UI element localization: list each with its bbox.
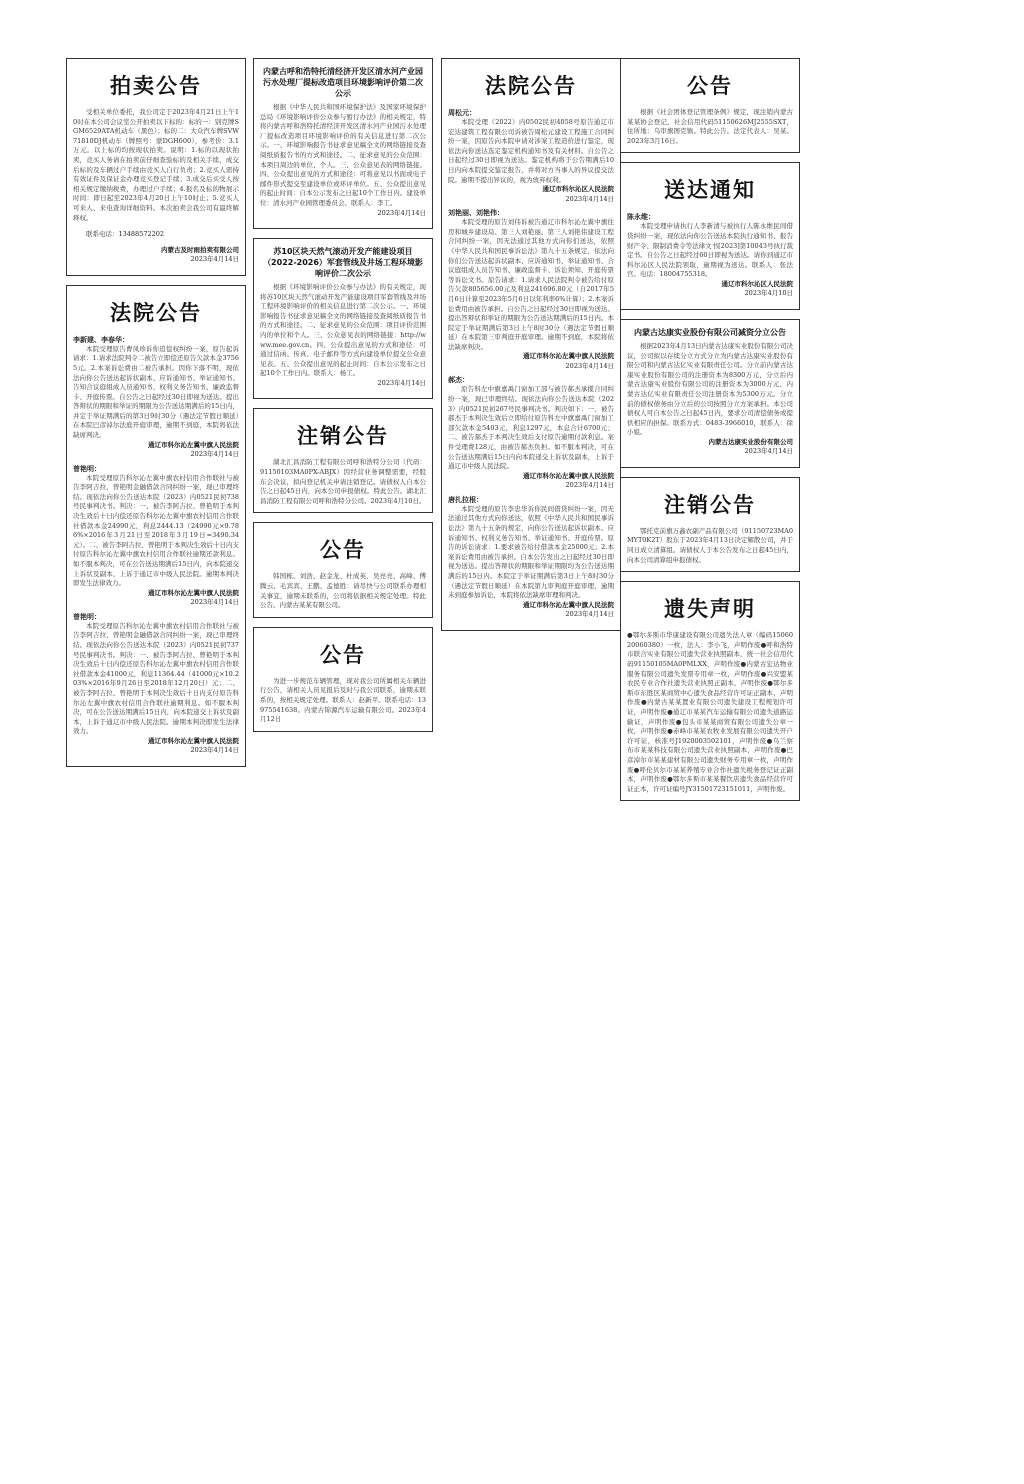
reduction-date: 2023年4月14日 <box>744 447 793 456</box>
notice-addressee: 刘艳丽、刘艳伟： <box>448 209 504 218</box>
notice-addressee: 唐扎拉根： <box>448 495 483 504</box>
general-notice <box>253 522 433 617</box>
auction-title: 拍卖公告 <box>110 74 202 98</box>
eia-notice-2 <box>253 238 433 399</box>
notice-body: 本院受理原告科尔沁左翼中旗农村信用合作联社与被告李阿吉拉、曾艳明金融借款合同纠纷一案，现已审理终结。现依法向你公告送达本院（2023）内0521民初737号民事判决书。判决：一、被告李阿吉拉、曾艳明于本判决生效后十日内偿还原告科尔沁左翼中旗农村信用合作联社借款本金41000元，利息11364.44（41000元×10.203%×2016年9月26日至2018年12月20日）元；二、被告李阿吉拉、曾艳明于本判决生效后十日内支付原告科尔沁左翼中旗农村信用合作联社逾期利息。如不服本判决，可在公告送达期满后15日内，向本院递交上诉状及副本，上诉于通辽市中级人民法院。逾期本判决即发生法律效力。 <box>73 621 239 736</box>
court-notice-column-1 <box>66 285 246 767</box>
general-notice <box>620 58 800 153</box>
notice-addressee: 曾艳明： <box>73 612 101 621</box>
lost-title: 遗失声明 <box>664 597 756 622</box>
notice-signer: 通辽市科尔沁左翼中旗人民法院 <box>523 471 614 480</box>
capital-reduction-notice <box>620 319 800 468</box>
column-4 <box>620 58 800 810</box>
notice-signer: 通辽市科尔沁区人民法院 <box>542 185 614 194</box>
eia-title: 内蒙古呼和浩特托清经济开发区清水河产业园污水处理厂提标改造项目环境影响评价第二次公示 <box>263 67 423 98</box>
notice-date: 2023年4月14日 <box>565 610 614 619</box>
service-notice <box>620 162 800 310</box>
auction-contact: 联系电话：13488572202 <box>86 229 164 238</box>
notice-signer: 通辽市科尔沁左翼中旗人民法院 <box>148 588 239 597</box>
reduction-body: 根据2023年4月13日内蒙古达康实业股份有限公司决议，公司拟以存续分立方式分立为内蒙古达康实业股份有限公司和内蒙古达亿实业有限责任公司。分立前内蒙古达康实业股份有限公司的注册资本为8300万元，分立后内蒙古达康实业股份有限公司的注册资本为3000万元，内蒙古达亿实业有限责任公司注册资本为5300万元。分立前的债权债务由分立后的公司按照分立方案承担。本公司债权人可自本公告之日起45日内，要求公司清偿债务或提供相应的担保。联系方式：0483-3966010，联系人：徐小姐。 <box>627 341 793 437</box>
notice-addressee: 陈永维： <box>627 213 655 222</box>
notice-signer: 通辽市科尔沁左翼中旗人民法院 <box>523 600 614 609</box>
notice-addressee: 曾艳明： <box>73 464 101 473</box>
column-3 <box>441 58 621 640</box>
notice-body: 本院受理原告曹凤珍诉你追偿权纠纷一案，原告起诉请求：1.请求法院判令二被告立即偿还原告欠款本金37565元。2.本案诉讼费由二被告承担。因你下落不明，现依法向你公告送达起诉状副本、应诉通知书、举证通知书、告知合议庭组成人员通知书、权利义务告知书、廉政监督卡、开庭传票。自公告之日起经过30日即视为送达。提出答辩状的期限和举证的期限为公告送达期满后的15日内，并定于举证期满后的第3日9时30分（遇法定节假日顺延）在本院巴彦淖尔法庭开庭审理，逾期不到庭，本院将依法缺席判决。 <box>73 344 239 440</box>
court-title: 法院公告 <box>110 300 202 325</box>
reduction-signer: 内蒙古达康实业股份有限公司 <box>708 437 793 446</box>
cancellation-title: 注销公告 <box>664 492 756 517</box>
reduction-title: 内蒙古达康实业股份有限公司减资分立公告 <box>634 327 786 337</box>
general-notice-body: 根据《社会团体登记管理条例》规定，现注销内蒙古某某协会登记，社会信用代码51150626MJ2555SXT，住所地：乌审旗图克镇。特此公告。法定代表人：吴某。2023年3月16日。 <box>627 108 793 145</box>
court-notice-item <box>73 335 239 460</box>
eia-date: 2023年4月14日 <box>377 208 426 217</box>
general-notice-title: 公告 <box>320 538 366 563</box>
notice-body: 原告科左中旗嘉禹门窗加工部与被告郝杰承揽合同纠纷一案，现已审理终结。现依法向你公告送达本院（2023）内0521民初267号民事判决书。判决如下：一、被告郝杰于本判决生效后立即给付原告科左中旗嘉禹门窗加工部欠款本金5403元，利息1297元，本息合计6700元；二、被告郝杰于本判决生效后支付原告逾期付款利息。案件受理费128元，由被告郝杰负担。如不服本判决，可在公告送达期满后15日内向本院递交上诉状及副本，上诉于通辽市中级人民法院。 <box>448 385 614 471</box>
notice-body: 本院受理（2022）内0502民初4058号原告通辽市宏达建筑工程有限公司诉被告周松元建设工程施工合同纠纷一案，因原告向本院申请对涉案工程造价进行鉴定，现依法向你送达选定鉴定机构通知书及有关材料。自公告之日起经过30日即视为送达。鉴定机构将于公告期满后10日内向本院提交鉴定报告，并将对方当事人的异议提交法院。逾期不提出异议的，视为放弃权利。 <box>448 118 614 184</box>
notice-addressee: 郝杰： <box>448 376 469 385</box>
notice-signer: 通辽市科尔沁左翼中旗人民法院 <box>148 736 239 745</box>
service-title: 送达通知 <box>664 178 756 203</box>
general-notice-title: 公告 <box>687 74 733 98</box>
court-notice-item <box>448 495 614 620</box>
notice-signer: 通辽市科尔沁左翼中旗人民法院 <box>148 440 239 449</box>
eia-title: 苏10区块天然气滚动开发产能建设项目（2022-2026）军套管线及井场工程环境影响评价二次公示 <box>263 247 423 279</box>
general-notice <box>253 627 433 732</box>
notice-addressee: 周松元： <box>448 109 476 117</box>
court-notice-item <box>448 208 614 371</box>
cancellation-notice <box>620 477 800 572</box>
notice-body: 本院受理的原告刘伟诉被告通辽市科尔沁左翼中旗住房和城乡建设局、第三人刘艳丽、第三人刘艳伟建设工程合同纠纷一案，因无法通过其他方式向你们送达，依照《中华人民共和国民事诉讼法》第九十五条规定，依法向你们公告送达起诉状副本、应诉通知书、举证通知书、合议庭组成人员告知书、廉政监督卡、诉讼须知、开庭传票等诉讼文书。原告请求：1.请求人民法院判令被告给付原告欠款805656.00元及利息241696.80元（自2017年5月6日计算至2023年5月6日以年利率6%计算）；2.本案诉讼费用由被告承担。自公告之日起经过30日即视为送达。提出答辩状和举证的期限为公告送达期满后的15日内。本院定于举证期满后第3日上午8时30分（遇法定节假日顺延）在本院第三审判庭开庭审理。逾期不到庭，本院将依法缺席判决。 <box>448 218 614 351</box>
notice-addressee: 李新建、李春华： <box>73 335 129 344</box>
eia-body: 根据《环境影响评价公众参与办法》的有关规定，现将苏10区块天然气滚动开发产能建设项目军套管线及井场工程环境影响评价的相关信息进行第二次公示。一、环境影响报告书征求意见稿全文的网络链接及查阅纸质报告书的方式和途径。二、征求意见的公众范围：项目评价范围内的单位和个人。三、公众意见表的网络链接：http://www.mee.gov.cn。四、公众提出意见的方式和途径：可通过信函、传真、电子邮件等方式向建设单位提交公众意见表。五、公众提出意见的起止时间：自本公示发布之日起10个工作日内。联系人：杨工。 <box>260 283 426 378</box>
notice-signer: 通辽市科尔沁左翼中旗人民法院 <box>523 352 614 361</box>
eia-notice-1 <box>253 58 433 229</box>
cancellation-body: 湖北汇昌消防工程有限公司呼和浩特分公司（代码：91150103MA0PX-ABJX）因经营业务调整需要，经股东会决议，拟向登记机关申请注销登记。请债权人自本公告之日起45日内，向本公司申报债权。特此公告。湖北汇昌消防工程有限公司呼和浩特分公司。2023年4月10日。 <box>260 458 426 505</box>
court-title: 法院公告 <box>485 74 577 98</box>
notice-date: 2023年4月14日 <box>190 746 239 755</box>
court-notice-item <box>448 375 614 490</box>
service-signer: 通辽市科尔沁区人民法院 <box>721 279 793 288</box>
notice-date: 2023年4月14日 <box>565 481 614 490</box>
eia-date: 2023年4月14日 <box>377 378 426 387</box>
notice-body: 本院受理原告科尔沁左翼中旗农村信用合作联社与被告李阿吉拉、曾艳明金融借款合同纠纷一案，现已审理终结。现依法向你公告送达本院（2023）内0521民初738号民事判决书。判决：一、被告李阿吉拉、曾艳明于本判决生效后十日内偿还原告科尔沁左翼中旗农村信用合作联社借款本金24990元，利息2444.13（24990元×9.786%×2016年3月21日至2018年3月19日=3490.34元）。二、被告李阿吉拉、曾艳明于本判决生效后十日内支付原告科尔沁左翼中旗农村信用合作联社逾期还款利息。如不服本判决，可在公告送达期满后15日内，向本院递交上诉状及副本，上诉于通辽市中级人民法院。逾期本判决即发生法律效力。 <box>73 473 239 588</box>
notice-date: 2023年4月14日 <box>565 361 614 370</box>
general-notice-body: 韩国栋、刘浩、赵金龙、杜成英、吴亮亮、高峰、傅腾云、毛宾宾、王鹏、孟德胜：请尽快与公司联系办理相关事宜，逾期未联系的，公司将依据相关规定处理。特此公告。内蒙古某某有限公司。 <box>260 572 426 610</box>
auction-date: 2023年4月14日 <box>190 255 239 264</box>
court-notice-item <box>73 612 239 756</box>
general-notice-body: 为进一步规范车辆管理，现对我公司所属相关车辆进行公告，请相关人员见报后及时与我公司联系，逾期未联系的，按相关规定处理。联系人：赵新平。联系电话：13975541638。内蒙古锦源汽车运输有限公司。2023年4月12日 <box>260 676 426 724</box>
auction-signer: 内蒙古及时雨拍卖有限公司 <box>161 245 239 254</box>
service-body: 本院受理申请执行人李新清与被执行人陈永维民间借贷纠纷一案，现依法向你公告送达本院执行通知书、报告财产令、限制消费令等法律文书[2023]第10043号执行裁定书。自公告之日起经过60日即视为送达。请你到通辽市科尔沁区人民法院领取，逾期视为送达。联系人：张法官。电话：18004755318。 <box>627 222 793 279</box>
general-notice-title: 公告 <box>320 642 366 667</box>
lost-body: ●鄂尔多斯市华康建设有限公司遗失法人章（编码1506020060380）一枚，法人：李小飞，声明作废●呼和浩特市联合实业有限公司遗失营业执照副本，统一社会信用代码91150105MA0PMLXX，声明作废●内蒙古宏达物业服务有限公司遗失发票专用章一枚，声明作废●兴安盟某农民专业合作社遗失营业执照正副本，声明作废●鄂尔多斯市东胜区某商贸中心遗失食品经营许可证正副本，声明作废●内蒙古某某置业有限公司遗失建设工程规划许可证，声明作废●通辽市某某汽车运输有限公司遗失道路运输证，声明作废●包头市某某商贸有限公司遗失公章一枚，声明作废●赤峰市某某农牧业发展有限公司遗失开户许可证，核准号J1920003502101，声明作废●乌兰察布市某某科技有限公司遗失营业执照副本，声明作废●巴彦淖尔市某某建材有限公司遗失财务专用章一枚，声明作废●呼伦贝尔市某某养殖专业合作社遗失税务登记证正副本，声明作废●鄂尔多斯市某某餐饮店遗失食品经营许可证正本，许可证编号JY31501723151011，声明作废。 <box>627 631 793 793</box>
cancellation-body: 鄂托克前旗万鑫农副产品有限公司（91150723MA0MYT0K2T）股东于2023年4月13日决定解散公司，并于同日成立清算组。请债权人于本公告发布之日起45日内，向本公司清算组申报债权。 <box>627 526 793 564</box>
column-2 <box>253 58 433 741</box>
auction-notice <box>66 58 246 276</box>
service-date: 2023年4月10日 <box>744 289 793 298</box>
notice-body: 本院受理的原告李忠华诉你民间借贷纠纷一案，因无法通过其他方式向你送达，依照《中华人民共和国民事诉讼法》第九十五条的规定，向你公告送达起诉状副本、应诉通知书、权利义务告知书、举证通知书、开庭传票。原告的诉讼请求：1.要求被告给付借款本金25000元；2.本案诉讼费用由被告承担。自本公告发出之日起经过30日即视为送达。提出答辩状的期限和举证期限均为公告送达期满后的15日内。本院定于举证期满后第3日上午8时30分（遇法定节假日顺延）在本院第九审判庭开庭审理，逾期未到庭参加诉讼，本院将依法缺席审理和判决。 <box>448 504 614 600</box>
court-notice-column-3 <box>441 58 621 631</box>
notice-date: 2023年4月14日 <box>190 598 239 607</box>
court-notice-item <box>448 108 614 204</box>
cancellation-title: 注销公告 <box>297 424 389 449</box>
cancellation-notice <box>253 408 433 513</box>
auction-body: 受相关单位委托，我公司定于2023年4月21日上午10时在本公司会议室公开拍卖以下标的：标的一：别克牌SGM6529ATA机动车（黑色）；标的二：大众汽车牌SVW71810DJ机动车（牌照号：蒙DGH600），参考价：3.1万元。以上标的均按现状拍卖。说明：1.标的以现状拍卖，竞买人务请在拍卖前仔细查验标的及相关手续，成交后标的及车辆过户手续由竞买人自行负责；2.竞买人需持有效证件及保证金办理竞买登记手续；3.成交后买受人按相关规定缴纳税费，办理过户手续；4.报名及标的物展示时间：即日起至2023年4月20日上午10时止；5.竞买人可来人、来电查询详细资料。本次拍卖会我公司有最终解释权。 <box>73 108 239 222</box>
court-notice-item <box>73 464 239 608</box>
column-1 <box>66 58 246 776</box>
lost-declaration <box>620 581 800 801</box>
notice-date: 2023年4月14日 <box>565 194 614 203</box>
notice-date: 2023年4月14日 <box>190 450 239 459</box>
eia-body: 根据《中华人民共和国环境保护法》及国家环境保护总局《环境影响评价公众参与暂行办法》的相关规定，特将内蒙古呼和浩特托清经济开发区清水河产业园污水处理厂提标改造项目环境影响评价的有关信息进行第二次公示。一、环境影响报告书征求意见稿全文的网络链接及查阅纸质报告书的方式和途径。二、征求意见的公众范围：本项目周边的单位、个人。三、公众意见表的网络链接。四、公众提出意见的方式和途径：可将意见以书面或电子邮件形式提交至建设单位或环评单位。五、公众提出意见的起止时间：自本公示发布之日起10个工作日内。建设单位：清水河产业园管理委员会。联系人：李工。 <box>260 103 426 207</box>
